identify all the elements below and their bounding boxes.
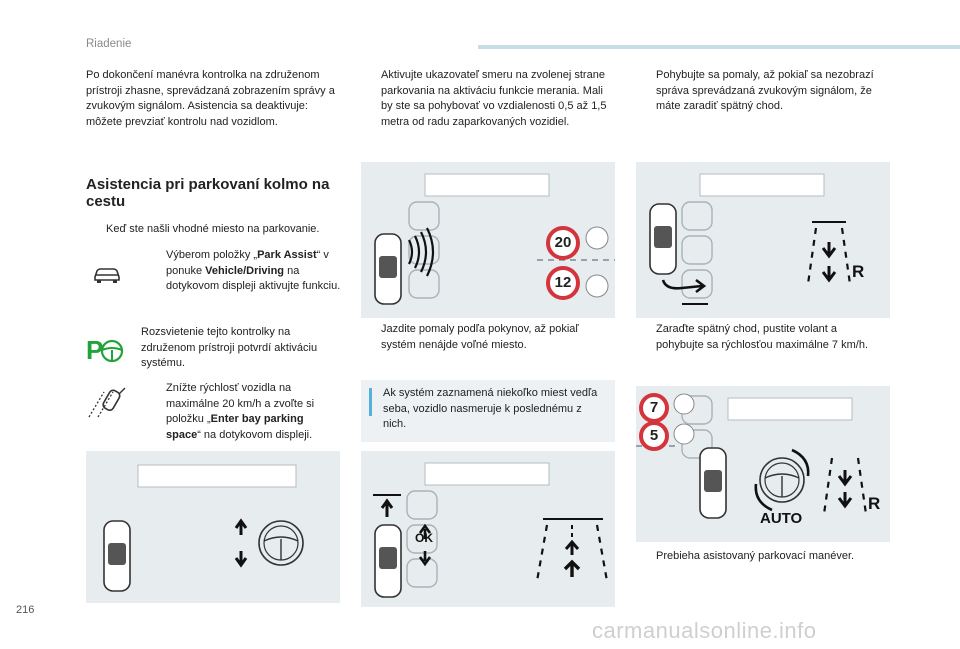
step-reverse [636,322,886,353]
distance-sign-20: 20 [546,226,580,260]
header-bar [478,45,960,49]
step-text: Prebieha asistovaný parkovací manéver. [656,550,855,562]
bullet-icon [636,322,650,353]
distance-sign-7: 7 [639,393,669,423]
info-icon [369,388,372,416]
bullet-icon [86,222,100,238]
step-text: Aktivujte ukazovateľ smeru na zvolenej strane parkovania na aktiváciu funkcie merania. Mali by ste sa pohybovať vo vzdialenosti 0,5 až 1,5 metra od radu zaparkovaných vozidiel. [381,69,607,128]
info-text: Ak systém zaznamená niekoľko miest vedľa seba, vozidlo nasmeruje k poslednému z nich. [383,387,598,431]
bullet-icon [636,549,650,565]
car-menu-icon [92,264,122,284]
park-assist-lamp-icon [84,334,124,364]
illustration-found-space [361,451,615,607]
auto-label: AUTO [760,510,803,527]
reverse-gear-label: R [868,494,881,513]
distance-sign-12: 12 [546,266,580,300]
step-text: Zaraďte spätný chod, pustite volant a pohybujte sa rýchlosťou maximálne 7 km/h. [656,323,869,351]
page-number: 216 [16,604,35,616]
step-drive-slowly [361,322,611,353]
intro-paragraph: Po dokončení manévra kontrolka na združenom prístroji zhasne, sprevádzaná zobrazením správy a zvukovým signálom. Asistencia sa deaktivuje: môžete prevziať kontrolu nad vozidlom. [86,69,335,128]
bay-parking-icon [86,384,130,420]
step-activate [146,248,341,295]
illustration-reverse-prompt [636,162,890,318]
step-assisted [636,549,886,565]
ok-label: OK [415,531,433,545]
bullet-icon [361,68,375,130]
lamp-description: Rozsvietenie tejto kontrolky na združenom prístroji potvrdí aktiváciu systému. [141,326,318,370]
illustration-approach [86,451,340,603]
step-text: Pohybujte sa pomaly, až pokiaľ sa nezobrazí správa sprevádzaná zvukovým signálom, že máte zaradiť spätný chod. [656,69,874,113]
section-heading: Asistencia pri parkovaní kolmo na cestu [86,176,330,210]
distance-sign-5: 5 [639,421,669,451]
step-move-slowly [636,68,886,115]
watermark: carmanualsonline.info [592,618,817,643]
step-find-space [86,222,341,238]
section-title: Riadenie [86,38,132,50]
bullet-icon [146,248,160,295]
bullet-icon [146,381,160,443]
step-text: Výberom položky „Park Assist“ v ponuke Vehicle/Driving na dotykovom displeji aktivujte funkciu. [166,249,341,293]
bullet-icon [361,322,375,353]
step-text: Znížte rýchlosť vozidla na maximálne 20 km/h a zvoľte si položku „Enter bay parking space“ na dotykovom displeji. [166,382,315,441]
bullet-icon [636,68,650,115]
reverse-gear-label: R [852,262,865,281]
step-text: Jazdite pomaly podľa pokynov, až pokiaľ systém nenájde voľné miesto. [381,323,579,351]
illustration-measuring [361,162,615,318]
illustration-auto-maneuver [636,386,890,542]
info-box [361,380,615,442]
svg-text:P: P [86,335,104,364]
step-text: Keď ste našli vhodné miesto na parkovanie. [106,223,320,235]
step-slow-down [146,381,341,443]
step-indicator [361,68,611,130]
